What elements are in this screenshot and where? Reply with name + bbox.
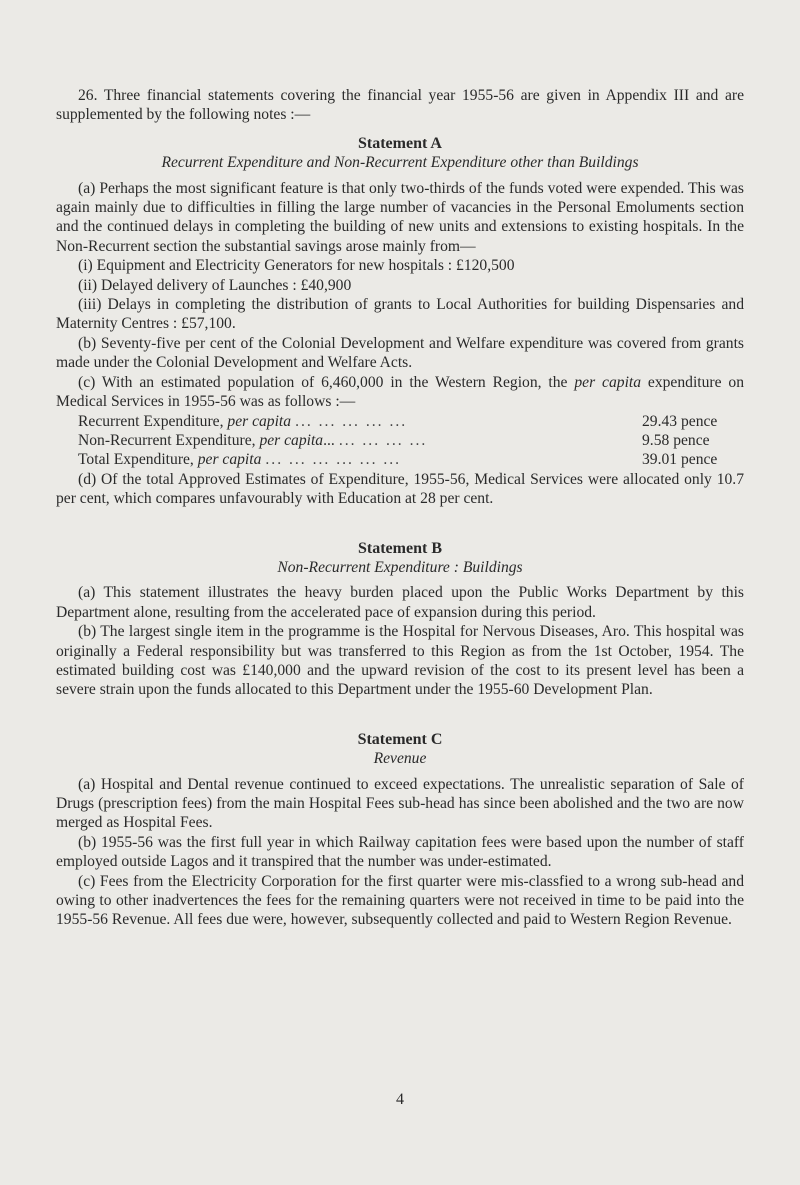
statement-a-item-i [56,256,744,275]
statement-b-heading: Statement B [358,539,442,557]
page-number: 4 [396,1091,404,1108]
item-marker: (i) [78,257,93,275]
para-marker: (c) [78,373,96,391]
page-body [56,86,744,930]
section-spacer [56,509,744,530]
expenditure-row-non-recurrent [56,431,744,450]
statement-c-heading: Statement C [357,730,443,748]
statement-b-subheading: Non-Recurrent Expenditure : Buildings [277,558,523,576]
row-label: Non-Recurrent Expenditure, per capita... [78,431,335,449]
statement-c-para-c [56,872,744,930]
item-marker: (iii) [78,296,102,314]
para-text: Of the total Approved Estimates of Expenditure, 1955-56, Medical Services were allocated only 10.7 per cent, which compares unfavourably with Education at 28 per cent. [56,470,744,508]
para-marker: (b) [78,334,97,352]
row-leader-dots: ... ... ... ... ... ... [265,451,402,469]
statement-c-para-a [56,775,744,833]
para-marker: (b) [78,833,97,851]
para-marker: (d) [78,470,97,488]
para-marker: (a) [78,179,96,197]
statement-c-subheading: Revenue [373,750,427,768]
para-text: Hospital and Dental revenue continued to exceed expectations. The unrealistic separation of Sale of Drugs (prescription fees) from the main Hospital Fees sub-head has since been abolished and the two are now merged as Hospital Fees. [56,775,744,832]
row-leader-dots: ... ... ... ... ... [295,412,408,430]
statement-a-item-ii [56,276,744,295]
intro-paragraph: 26. Three financial statements covering the financial year 1955-56 are given in Appendix III and are supplemented by the following notes :— [56,87,744,124]
statement-b-para-a [56,583,744,622]
statement-a-heading: Statement A [358,134,442,152]
para-text: With an estimated population of 6,460,000 in the Western Region, the [95,373,575,391]
para-marker: (a) [78,584,96,602]
statement-a-item-iii [56,295,744,334]
row-value: 39.01 pence [642,451,718,469]
statement-c-para-b [56,833,744,872]
statement-a-para-b [56,334,744,373]
para-text: Seventy-five per cent of the Colonial Development and Welfare expenditure was covered from grants made under the Colonial Development and Welfare Acts. [56,334,744,372]
section-spacer [56,700,744,721]
para-text: This statement illustrates the heavy burden placed upon the Public Works Department by this Department alone, resulting from the accelerated pace of expansion during this period. [56,584,744,621]
statement-a-para-c [56,373,744,412]
item-text: Equipment and Electricity Generators for new hospitals : £120,500 [92,257,515,275]
row-label: Total Expenditure, per capita [78,451,262,469]
row-value: 29.43 pence [642,412,718,430]
statement-a-para-d [56,470,744,509]
statement-a-subheading: Recurrent Expenditure and Non-Recurrent Expenditure other than Buildings [161,154,639,172]
para-text: Fees from the Electricity Corporation for the first quarter were mis-classfied to a wrong sub-head and owing to other inadvertences the fees for the remaining quarters were not received in time to be paid into the 1955-56 Revenue. All fees due were, however, subsequently collected and paid to Western Region Revenue. [56,872,744,929]
para-text: expenditure on Medical Services in 1955-56 was as follows :— [56,373,745,411]
row-leader-dots: ... ... ... ... [338,431,428,449]
row-label: Recurrent Expenditure, per capita [78,412,292,430]
para-text: The largest single item in the programme is the Hospital for Nervous Diseases, Aro. This hospital was originally a Federal responsibility but was transferred to this Region as from the 1st October, 1954. The estimated building cost was £140,000 and the upward revision of the cost to its present level has been a severe strain upon the funds allocated to this Department under the 1955-60 Development Plan. [56,623,744,699]
item-text: Delays in completing the distribution of grants to Local Authorities for building Dispensaries and Maternity Centres : £57,100. [56,296,744,333]
expenditure-row-recurrent [56,412,744,431]
para-italic: per capita [574,373,642,391]
para-marker: (b) [78,623,97,641]
para-text: Perhaps the most significant feature is that only two-thirds of the funds voted were expended. This was again mainly due to difficulties in filling the large number of vacancies in the Personal Emoluments section and the continued delays in completing the building of new units and extensions to existing hospitals. In the Non-Recurrent section the substantial savings arose mainly from— [56,179,744,255]
statement-b-para-b [56,622,744,700]
para-marker: (c) [78,872,96,890]
item-marker: (ii) [78,276,98,294]
para-text: 1955-56 was the first full year in which Railway capitation fees were based upon the number of staff employed outside Lagos and it transpired that the number was under-estimated. [56,833,744,871]
item-text: Delayed delivery of Launches : £40,900 [97,276,352,294]
statement-a-para-a [56,179,744,257]
row-value: 9.58 pence [642,431,710,449]
expenditure-row-total [56,450,744,469]
para-marker: (a) [78,775,96,793]
